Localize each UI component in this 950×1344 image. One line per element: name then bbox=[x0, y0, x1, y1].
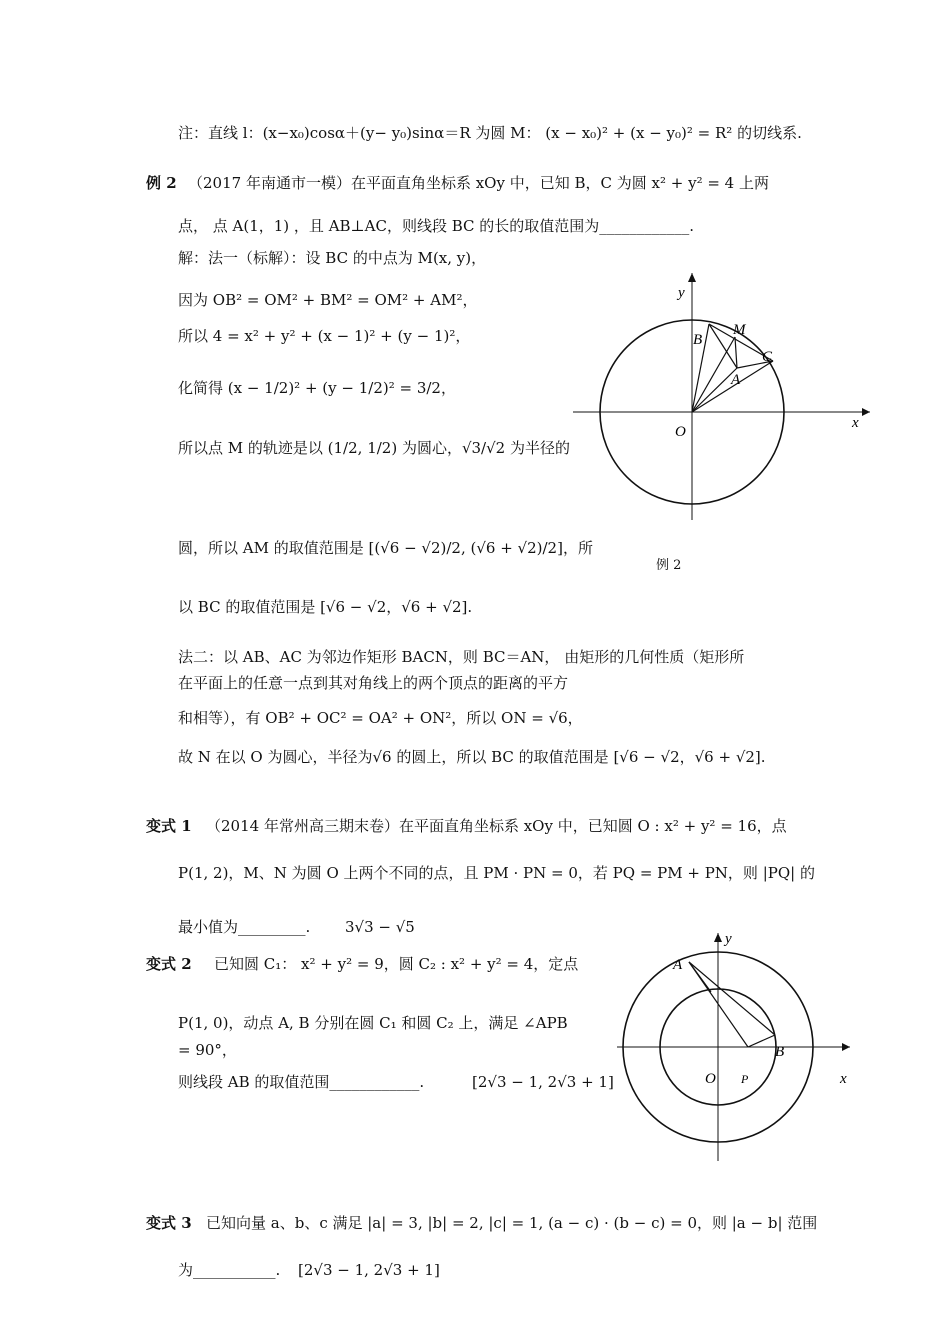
fig1-origin-label: O bbox=[675, 424, 686, 440]
fig2-point-P-label: P bbox=[741, 1072, 749, 1086]
fig1-point-B-label: B bbox=[693, 332, 703, 348]
example-2-question-line-2: 点， 点 A(1，1) ，且 AB⊥AC，则线段 BC 的长的取值范围为____________. bbox=[178, 217, 695, 235]
segment-AM bbox=[735, 337, 737, 368]
variant-2-line-3: = 90°， bbox=[178, 1041, 237, 1059]
method-2-line-3: 和相等），有 OB² + OC² = OA² + ON²，所以 ON = √6， bbox=[178, 709, 583, 727]
method-2-line-1: 法二：以 AB、AC 为邻边作矩形 BACN，则 BC＝AN， 由矩形的几何性质（矩形所 bbox=[178, 648, 745, 666]
variant-2-figure bbox=[605, 925, 865, 1165]
variant-2-answer: [2√3 − 1, 2√3 + 1] bbox=[472, 1073, 614, 1091]
fig1-point-A-label: A bbox=[731, 372, 741, 388]
variant-1-line-1: （2014 年常州高三期末卷）在平面直角坐标系 xOy 中，已知圆 O : x² + y² = 16，点 bbox=[206, 817, 787, 835]
fig1-point-C-label: C bbox=[762, 349, 773, 365]
fig1-point-M-label: M bbox=[733, 322, 746, 338]
variant-1-answer: 3√3 − √5 bbox=[345, 918, 415, 936]
y-axis-arrow-icon bbox=[688, 273, 696, 282]
variant-2-line-4: 则线段 AB 的取值范围____________. bbox=[178, 1073, 425, 1091]
solution-line-7: 以 BC 的取值范围是 [√6 − √2，√6 + √2]. bbox=[178, 598, 473, 616]
example-2-label: 例 2 bbox=[146, 174, 177, 192]
fig1-y-label: y bbox=[678, 285, 685, 301]
method-2-line-2: 在平面上的任意一点到其对角线上的两个顶点的距离的平方 bbox=[178, 674, 569, 692]
solution-line-2: 因为 OB² = OM² + BM² = OM² + AM²， bbox=[178, 291, 478, 309]
example-2-figure bbox=[565, 265, 885, 585]
example-2-question-line-1: （2017 年南通市一模）在平面直角坐标系 xOy 中，已知 B，C 为圆 x² + y² = 4 上两 bbox=[188, 174, 769, 192]
variant-1-line-2: P(1, 2)，M、N 为圆 O 上两个不同的点，且 PM · PN = 0，若 PQ = PM + PN，则 |PQ| 的 bbox=[178, 864, 815, 882]
segment-AO-part bbox=[689, 962, 711, 992]
segment-OM bbox=[692, 337, 735, 412]
variant-3-answer: [2√3 − 1, 2√3 + 1] bbox=[298, 1261, 440, 1279]
solution-line-3: 所以 4 = x² + y² + (x − 1)² + (y − 1)²， bbox=[178, 327, 471, 345]
fig2-point-A-label: A bbox=[673, 957, 683, 973]
method-2-line-4: 故 N 在以 O 为圆心，半径为√6 的圆上，所以 BC 的取值范围是 [√6 − √2，√6 + √2]. bbox=[178, 748, 766, 766]
solution-line-5: 所以点 M 的轨迹是以 (1/2, 1/2) 为圆心，√3/√2 为半径的 bbox=[178, 439, 570, 457]
y-axis-arrow-icon bbox=[714, 933, 722, 942]
note-line: 注：直线 l：(x−x₀)cosα＋(y− y₀)sinα＝R 为圆 M： (x − x₀)² + (x − y₀)² = R² 的切线系. bbox=[178, 124, 802, 142]
fig2-y-label: y bbox=[725, 931, 732, 947]
fig2-x-label: x bbox=[840, 1071, 847, 1087]
x-axis-arrow-icon bbox=[862, 408, 870, 416]
fig2-origin-label: O bbox=[705, 1071, 716, 1087]
variant-3-line-2: 为___________. bbox=[178, 1261, 281, 1279]
solution-line-4: 化简得 (x − 1/2)² + (y − 1/2)² = 3/2， bbox=[178, 379, 456, 397]
figure-caption: 例 2 bbox=[656, 558, 682, 573]
fig1-x-label: x bbox=[852, 415, 859, 431]
variant-1-label: 变式 1 bbox=[146, 817, 192, 835]
variant-2-label: 变式 2 bbox=[146, 955, 192, 973]
variant-3-line-1: 已知向量 a、b、c 满足 |a| = 3, |b| = 2, |c| = 1, (a − c) · (b − c) = 0，则 |a − b| 范围 bbox=[206, 1214, 818, 1232]
fig2-point-B-label: B bbox=[775, 1044, 785, 1060]
variant-2-line-2: P(1, 0)，动点 A, B 分别在圆 C₁ 和圆 C₂ 上，满足 ∠APB bbox=[178, 1014, 568, 1032]
x-axis-arrow-icon bbox=[842, 1043, 850, 1051]
solution-line-1: 解：法一（标解）：设 BC 的中点为 M(x, y)， bbox=[178, 249, 487, 267]
variant-1-line-3: 最小值为_________. bbox=[178, 918, 311, 936]
segment-PB bbox=[748, 1035, 775, 1047]
solution-line-6: 圆，所以 AM 的取值范围是 [(√6 − √2)/2, (√6 + √2)/2]，所 bbox=[178, 539, 593, 557]
variant-3-label: 变式 3 bbox=[146, 1214, 192, 1232]
variant-2-line-1: 已知圆 C₁： x² + y² = 9，圆 C₂ : x² + y² = 4，定点 bbox=[214, 955, 579, 973]
